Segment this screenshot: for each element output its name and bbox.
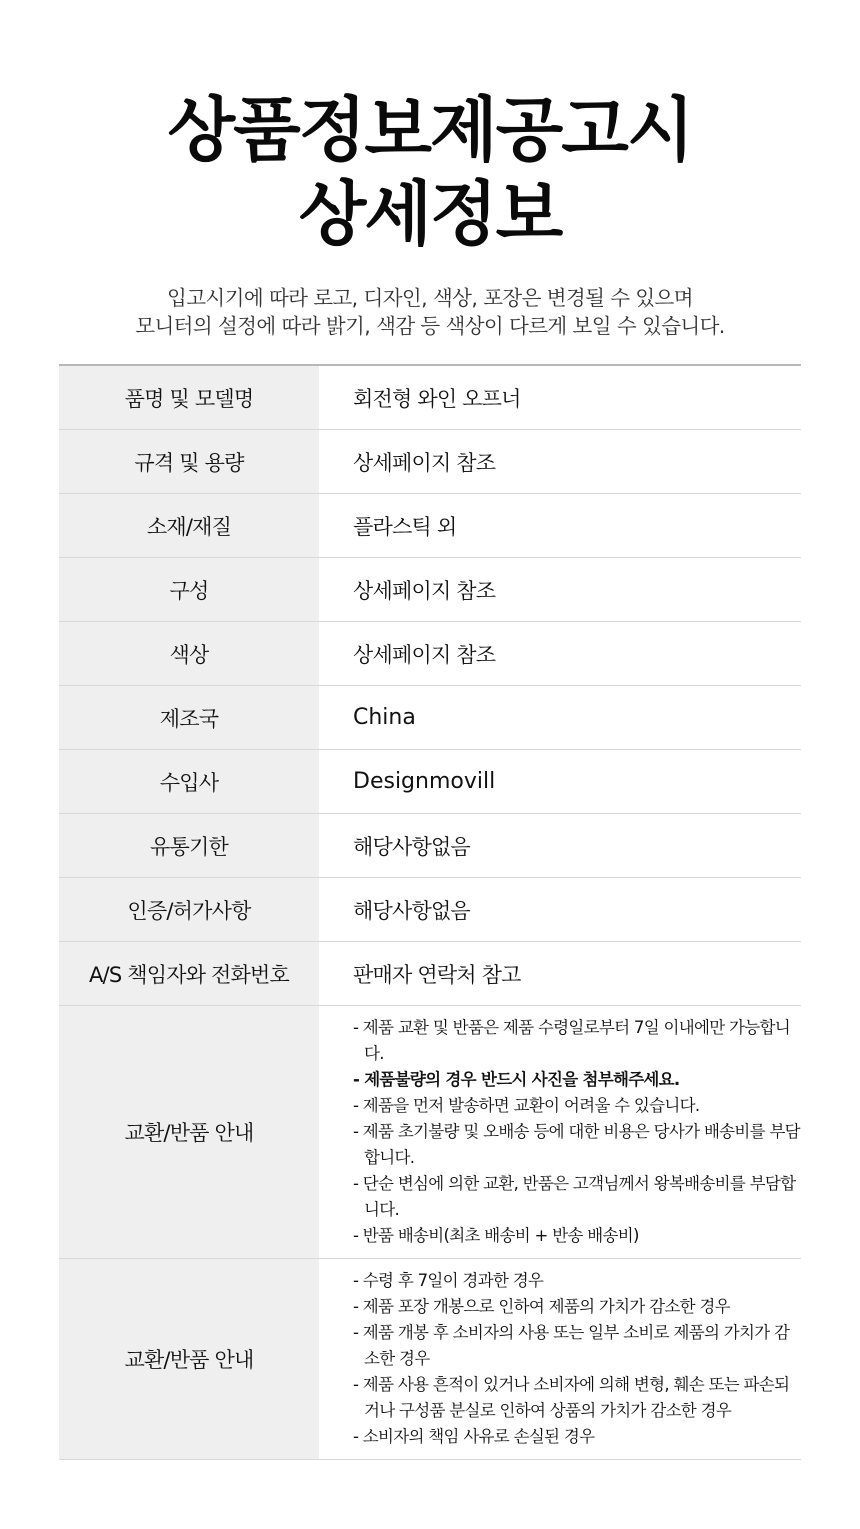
list-item: - 제품 사용 흔적이 있거나 소비자에 의해 변형, 훼손 또는 파손되거나 구성품 분실로 인하여 상품의 가치가 감소한 경우 (353, 1375, 790, 1420)
page-title (0, 88, 860, 256)
row-label: 교환/반품 안내 (59, 1259, 319, 1459)
list-item: - 제품을 먼저 발송하면 교환이 어려울 수 있습니다. (353, 1096, 700, 1115)
row-label: 품명 및 모델명 (59, 366, 319, 429)
list-item: - 반품 배송비(최초 배송비 + 반송 배송비) (353, 1226, 639, 1245)
row-label: 규격 및 용량 (59, 430, 319, 493)
table-row (59, 622, 801, 686)
table-row (59, 878, 801, 942)
row-label: 수입사 (59, 750, 319, 813)
table-row (59, 558, 801, 622)
list-item: - 소비자의 책임 사유로 손실된 경우 (353, 1427, 595, 1446)
row-label: 색상 (59, 622, 319, 685)
row-label: 인증/허가사항 (59, 878, 319, 941)
row-label: 유통기한 (59, 814, 319, 877)
table-row (59, 814, 801, 878)
row-value: 회전형 와인 오프너 (353, 386, 521, 411)
row-value: 해당사항없음 (353, 834, 470, 859)
row-value: China (353, 705, 416, 730)
page-title-line2: 상세정보 (298, 173, 562, 255)
table-row (59, 750, 801, 814)
table-row (59, 494, 801, 558)
table-row (59, 366, 801, 430)
row-label: 소재/재질 (59, 494, 319, 557)
exchange-return-restriction-list (319, 1259, 801, 1459)
row-value: 상세페이지 참조 (353, 450, 496, 475)
list-item: - 제품불량의 경우 반드시 사진을 첨부해주세요. (353, 1070, 680, 1089)
list-item: - 제품 개봉 후 소비자의 사용 또는 일부 소비로 제품의 가치가 감소한 경우 (353, 1323, 790, 1368)
row-value: 플라스틱 외 (353, 514, 457, 539)
subtitle-line1: 입고시기에 따라 로고, 디자인, 색상, 포장은 변경될 수 있으며 (167, 286, 693, 310)
exchange-return-row (59, 1006, 801, 1259)
page-title-line1: 상품정보제공고시 (167, 89, 693, 171)
exchange-return-list (319, 1006, 801, 1258)
row-label: A/S 책임자와 전화번호 (59, 942, 319, 1005)
row-value: 판매자 연락처 참고 (353, 962, 521, 987)
page-subtitle (0, 284, 860, 340)
product-info-table (59, 364, 801, 1460)
row-label: 제조국 (59, 686, 319, 749)
subtitle-line2: 모니터의 설정에 따라 밝기, 색감 등 색상이 다르게 보일 수 있습니다. (135, 314, 725, 338)
table-row (59, 430, 801, 494)
list-item: - 수령 후 7일이 경과한 경우 (353, 1271, 544, 1290)
row-value: Designmovill (353, 769, 496, 794)
row-value: 상세페이지 참조 (353, 578, 496, 603)
list-item: - 제품 초기불량 및 오배송 등에 대한 비용은 당사가 배송비를 부담합니다. (353, 1122, 800, 1167)
table-row (59, 686, 801, 750)
row-label: 구성 (59, 558, 319, 621)
list-item: - 제품 교환 및 반품은 제품 수령일로부터 7일 이내에만 가능합니다. (353, 1018, 790, 1063)
row-label: 교환/반품 안내 (59, 1006, 319, 1258)
row-value: 해당사항없음 (353, 898, 470, 923)
exchange-return-restriction-row (59, 1259, 801, 1460)
list-item: - 단순 변심에 의한 교환, 반품은 고객님께서 왕복배송비를 부담합니다. (353, 1174, 796, 1219)
list-item: - 제품 포장 개봉으로 인하여 제품의 가치가 감소한 경우 (353, 1297, 730, 1316)
table-row (59, 942, 801, 1006)
row-value: 상세페이지 참조 (353, 642, 496, 667)
